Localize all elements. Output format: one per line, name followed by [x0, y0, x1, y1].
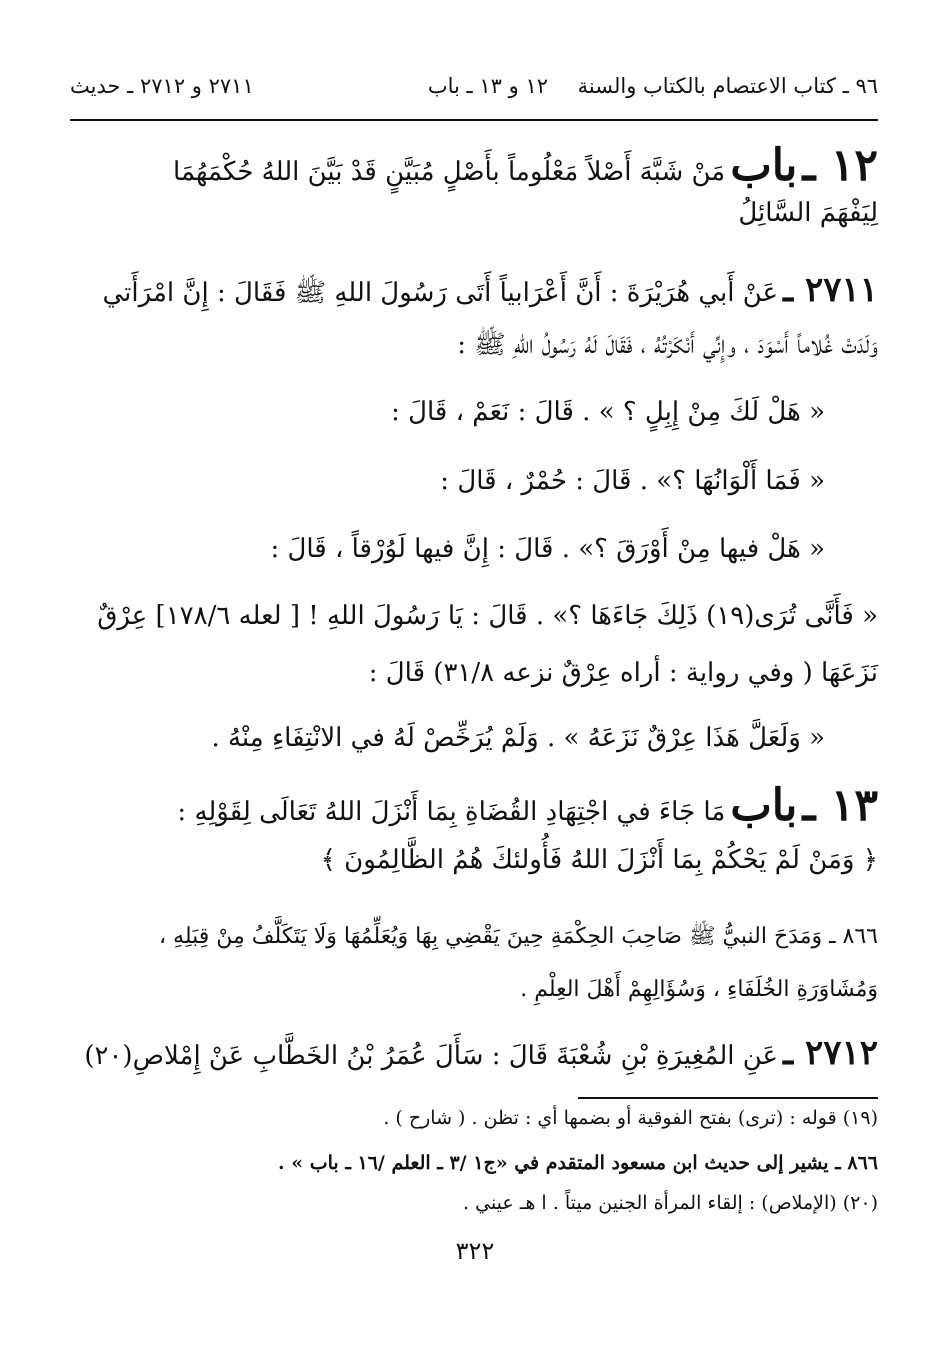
bab-13-number: ١٣ ـ — [802, 780, 878, 831]
bab-12-number: ١٢ ـ — [802, 140, 878, 191]
bab-12-heading — [70, 140, 878, 191]
bab-12-title: مَنْ شَبَّهَ أَصْلاً مَعْلُوماً بأَصْلٍ مُبَيَّنٍ قَدْ بَيَّنَ اللهُ حُكْمَهُمَا — [173, 157, 726, 187]
bab-13-verse: ﴿ وَمَنْ لَمْ يَحْكُمْ بِمَا أَنْزَلَ اللهُ فَأُولئكَ هُمُ الظَّالِمُونَ ﴾ — [320, 845, 878, 875]
header-hadith-range: ٢٧١١ و ٢٧١٢ ـ حديث — [70, 74, 254, 98]
hadith-2711-line: « هَلْ فيها مِنْ أَوْرَقَ ؟» . قَالَ : إِنَّ فيها لَوُرْقاً ، قَالَ : — [270, 534, 825, 564]
hadith-2711-line: « هَلْ لَكَ مِنْ إِبِلٍ ؟ » . قَالَ : نَعَمْ ، قَالَ : — [391, 397, 825, 427]
hadith-2712-text: عَنِ المُغِيرَةِ بْنِ شُعْبَةَ قَالَ : سَأَلَ عُمَرُ بْنُ الخَطَّابِ عَنْ إِمْلاصِ(٢٠) — [84, 1041, 779, 1071]
footnote-divider — [578, 1097, 878, 1099]
hadith-2711-line: « فَأَنَّى تُرَى(١٩) ذَلِكَ جَاءَهَا ؟» . قَالَ : يَا رَسُولَ اللهِ ! [ لعله ١٧٨/٦] عِرْقٌ — [97, 601, 878, 631]
hadith-2711-text: عَنْ أَبي هُرَيْرَةَ : أَنَّ أَعْرَابياً أَتَى رَسُولَ اللهِ ﷺ فَقَالَ : إِنَّ امْرَأَتي — [102, 278, 779, 308]
footnote-19: (١٩) قوله : (ترى) بفتح الفوقية أو بضمها أي : تظن . ( شارح ) . — [383, 1107, 878, 1129]
hadith-2711-first-line — [70, 270, 878, 314]
note-866-line: وَمُشَاوَرَةِ الخُلَفَاءِ ، وَسُؤَالِهِمْ أَهْلَ العِلْمِ . — [520, 977, 878, 1002]
hadith-2711-line: نَزَعَهَا ( وفي رواية : أراه عِرْقٌ نزعه ٣١/٨) قَالَ : — [368, 658, 878, 688]
hadith-2711-number: ٢٧١١ ـ — [783, 270, 878, 310]
header-book-title: ٩٦ ـ كتاب الاعتصام بالكتاب والسنة — [577, 74, 878, 98]
bab-12-word: باب — [730, 140, 798, 191]
note-866-line: ٨٦٦ ـ وَمَدَحَ النبيُّ ﷺ صَاحِبَ الحِكْمَةِ حِينَ يَقْضِي بِهَا وَيُعَلِّمُهَا وَلَا يَتَكَلَّفُ مِنْ قِبَلِهِ ، — [158, 924, 878, 949]
footnote-866: ٨٦٦ ـ يشير إلى حديث ابن مسعود المتقدم في «ج١ /٣ ـ العلم /١٦ ـ باب » . — [278, 1152, 878, 1174]
header-chapter: ١٢ و ١٣ ـ باب — [427, 74, 548, 98]
footnote-20: (٢٠) (الإملاص) : إلقاء المرأة الجنين ميتاً . ا هـ عيني . — [463, 1192, 878, 1214]
running-header — [70, 68, 878, 104]
page-number: ٣٢٢ — [455, 1237, 495, 1265]
bab-13-heading — [70, 780, 878, 831]
bab-13-word: باب — [730, 780, 798, 831]
hadith-2711-line: وَلَدَتْ غُلاماً أَسْوَدَ ، وإِنِّي أَنْكَرْتُهُ ، فَقَالَ لَهُ رَسُولُ اللهِ ﷺ : — [457, 330, 878, 360]
header-divider — [70, 119, 878, 121]
hadith-2712-number: ٢٧١٢ ـ — [783, 1033, 878, 1073]
bab-12-title-cont: لِيَفْهَمَ السَّائِلُ — [738, 198, 878, 228]
hadith-2711-line: « وَلَعَلَّ هَذَا عِرْقٌ نَزَعَهُ » . وَلَمْ يُرَخِّصْ لَهُ في الانْتِفَاءِ مِنْهُ . — [211, 723, 825, 753]
hadith-2711-line: « فَمَا أَلْوَانُهَا ؟» . قَالَ : حُمْرٌ ، قَالَ : — [440, 466, 825, 496]
bab-13-title: مَا جَاءَ في اجْتِهَادِ القُضَاةِ بِمَا أَنْزَلَ اللهُ تَعَالَى لِقَوْلِهِ : — [177, 797, 726, 827]
hadith-2712 — [70, 1033, 878, 1073]
